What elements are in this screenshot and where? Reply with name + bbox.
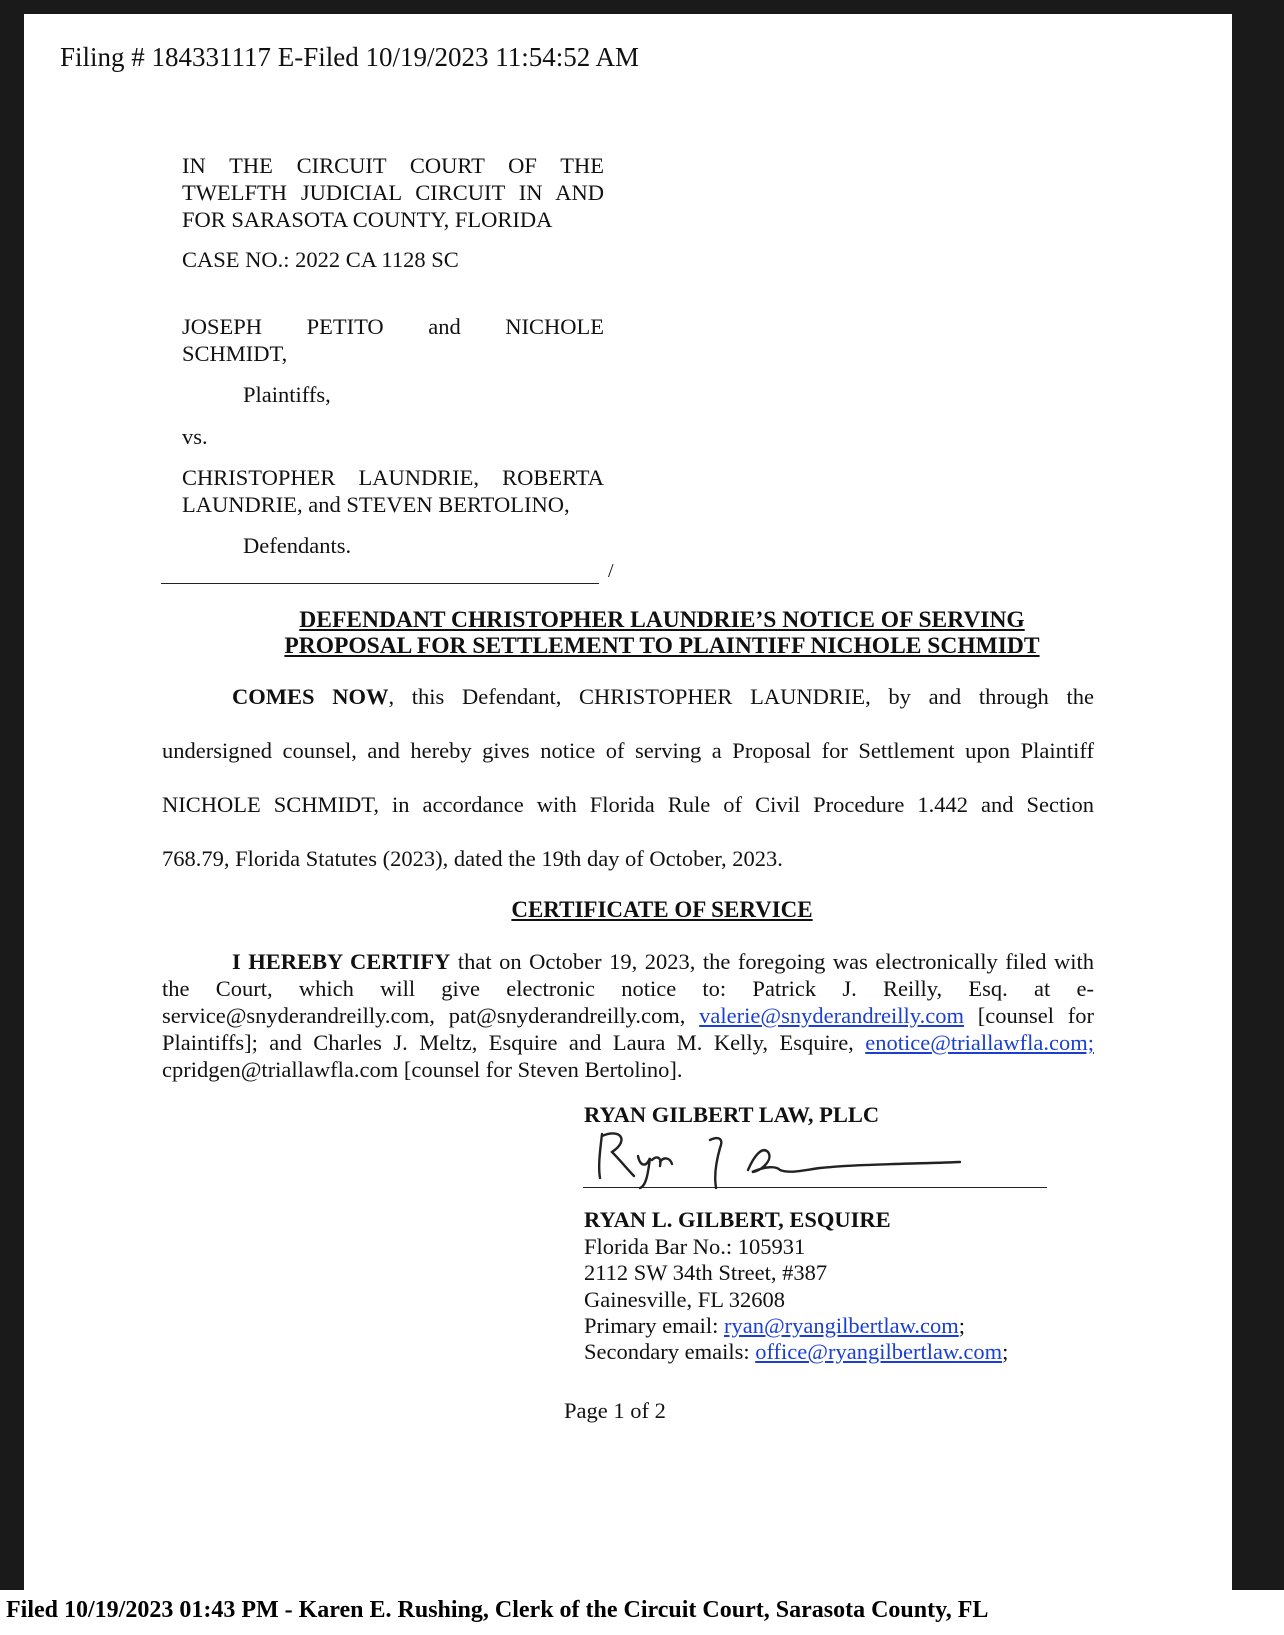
plaintiffs-label: Plaintiffs, bbox=[243, 382, 331, 407]
document-title-line-2: PROPOSAL FOR SETTLEMENT TO PLAINTIFF NICHOLE SCHMIDT bbox=[284, 633, 1040, 659]
court-line-1: IN THE CIRCUIT COURT OF THE bbox=[182, 153, 604, 178]
court-line-2: TWELFTH JUDICIAL CIRCUIT IN AND bbox=[182, 180, 604, 205]
signature-line bbox=[583, 1187, 1047, 1188]
body-line-4: 768.79, Florida Statutes (2023), dated the 19th day of October, 2023. bbox=[162, 846, 783, 871]
document-page bbox=[24, 14, 1232, 1619]
body-line-3: NICHOLE SCHMIDT, in accordance with Florida Rule of Civil Procedure 1.442 and Section bbox=[162, 792, 1094, 817]
primary-email-link[interactable]: ryan@ryangilbertlaw.com bbox=[723, 1313, 959, 1338]
caption-divider bbox=[161, 583, 599, 584]
firm-name: RYAN GILBERT LAW, PLLC bbox=[584, 1102, 880, 1127]
certificate-heading: CERTIFICATE OF SERVICE bbox=[511, 897, 813, 922]
comes-now-lead: COMES NOW bbox=[232, 684, 389, 709]
defendants-line-2: LAUNDRIE, and STEVEN BERTOLINO, bbox=[182, 492, 570, 517]
defendants-names bbox=[182, 464, 604, 518]
versus: vs. bbox=[182, 424, 208, 449]
bar-number: Florida Bar No.: 105931 bbox=[584, 1234, 806, 1259]
body-line-1-text: , this Defendant, CHRISTOPHER LAUNDRIE, by and through the bbox=[388, 684, 1094, 709]
page-number: Page 1 of 2 bbox=[564, 1398, 666, 1423]
court-caption bbox=[182, 152, 604, 233]
caption-slash: / bbox=[608, 560, 614, 582]
defendants-line-1: CHRISTOPHER LAUNDRIE, ROBERTA bbox=[182, 465, 604, 490]
address-line-2: Gainesville, FL 32608 bbox=[584, 1287, 786, 1312]
plaintiffs-line-1: JOSEPH PETITO and NICHOLE bbox=[182, 314, 604, 339]
body-line-2: undersigned counsel, and hereby gives notice of serving a Proposal for Settlement upon Plaintiff bbox=[162, 738, 1094, 763]
document-title-line-1: DEFENDANT CHRISTOPHER LAUNDRIE’S NOTICE OF SERVING bbox=[299, 607, 1025, 633]
address-line-1: 2112 SW 34th Street, #387 bbox=[584, 1260, 828, 1285]
clerk-filed-footer: Filed 10/19/2023 01:43 PM - Karen E. Rushing, Clerk of the Circuit Court, Sarasota County, FL bbox=[6, 1597, 989, 1623]
enotice-email-link[interactable]: enotice@triallawfla.com; bbox=[865, 1030, 1094, 1055]
secondary-email-link[interactable]: office@ryangilbertlaw.com bbox=[755, 1339, 1003, 1364]
plaintiffs-names bbox=[182, 313, 604, 367]
primary-email-row: Primary email: ryan@ryangilbertlaw.com; bbox=[584, 1313, 966, 1338]
case-number: CASE NO.: 2022 CA 1128 SC bbox=[182, 247, 459, 272]
valerie-email-link[interactable]: valerie@snyderandreilly.com bbox=[699, 1003, 964, 1028]
handwritten-signature bbox=[590, 1126, 970, 1192]
attorney-name: RYAN L. GILBERT, ESQUIRE bbox=[584, 1207, 891, 1232]
secondary-email-row: Secondary emails: office@ryangilbertlaw.com; bbox=[584, 1339, 1009, 1364]
plaintiffs-line-2: SCHMIDT, bbox=[182, 341, 288, 366]
certify-lead: I HEREBY CERTIFY bbox=[232, 949, 451, 974]
body-line-1 bbox=[162, 684, 1094, 710]
court-line-3: FOR SARASOTA COUNTY, FLORIDA bbox=[182, 207, 553, 232]
defendants-label: Defendants. bbox=[243, 533, 352, 558]
filing-stamp: Filing # 184331117 E-Filed 10/19/2023 11:54:52 AM bbox=[60, 42, 640, 72]
certificate-text: I HEREBY CERTIFY that on October 19, 2023, the foregoing was electronically filed with the Court, which will give electronic notice to: Patrick J. Reilly, Esq. at e-service@snyderandreilly.com, pat@snyderandreilly.com, valerie@snyderandreilly.com [counsel for Plaintiffs]; and Charles J. Meltz, Esquire and Laura M. Kelly, Esquire, enotice@triallawfla.com; cpridgen@triallawfla.com [counsel for Steven Bertolino]. bbox=[162, 949, 1094, 1082]
